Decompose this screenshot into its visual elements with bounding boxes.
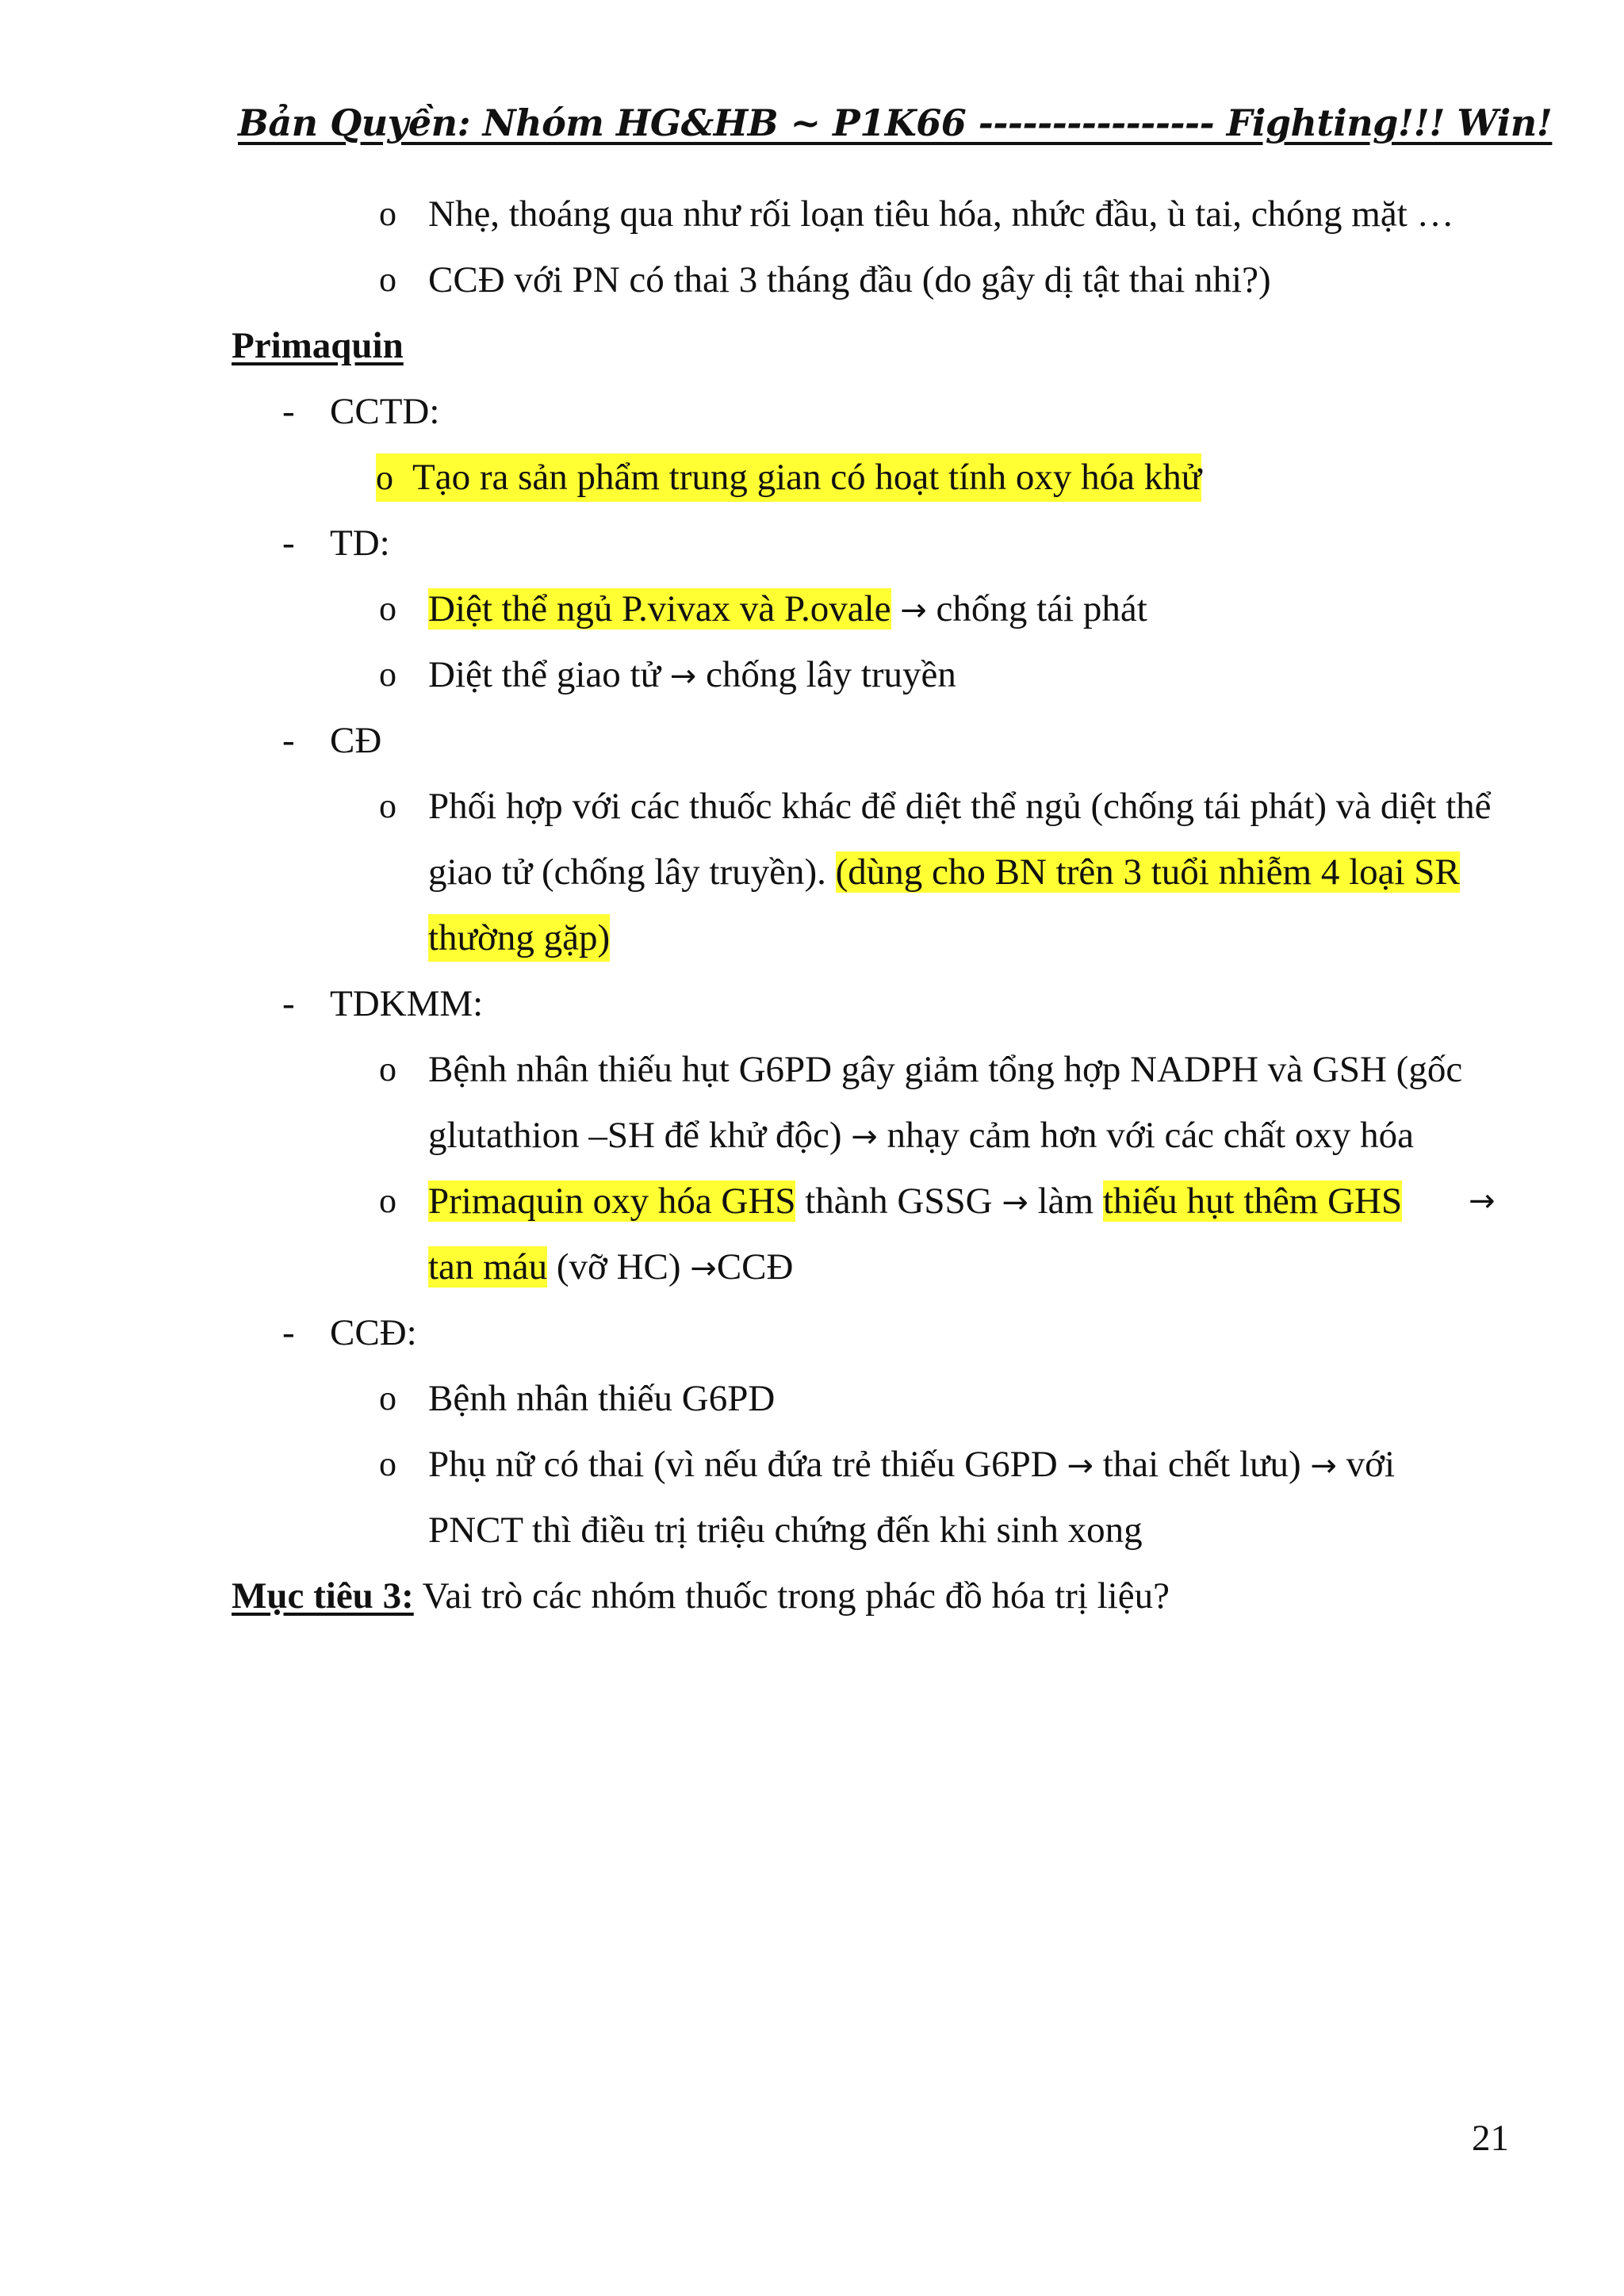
arrow-icon: → (1002, 1184, 1028, 1221)
objective-3 (232, 1572, 1170, 1620)
bullet-oxidation-cont: tan máu (vỡ HC) →CCĐ (428, 1246, 794, 1288)
dash-marker: - (282, 720, 295, 761)
arrow-icon: → (1469, 1183, 1496, 1219)
bullet-marker: o (379, 1050, 396, 1089)
dash-marker: - (282, 391, 295, 432)
bullet-g6pd-deficiency: Bệnh nhân thiếu hụt G6PD gây giảm tổng hợp NADPH và GSH (gốc (428, 1049, 1463, 1090)
bullet-combination-cont2: thường gặp) (428, 914, 610, 962)
objective-3-text: Vai trò các nhóm thuốc trong phác đồ hóa trị liệu? (413, 1575, 1170, 1617)
dash-marker: - (282, 983, 295, 1024)
bullet-side-effects: Nhẹ, thoáng qua như rối loạn tiêu hóa, nhức đầu, ù tai, chóng mặt … (428, 193, 1454, 235)
page-number: 21 (1472, 2118, 1509, 2159)
bullet-contraindication-pregnancy: CCĐ với PN có thai 3 tháng đầu (do gây dị tật thai nhi?) (428, 259, 1271, 300)
arrow-icon: → (669, 658, 697, 695)
objective-3-label: Mục tiêu 3: (232, 1575, 414, 1617)
bullet-marker: o (379, 655, 396, 694)
bullet-g6pd-patients: Bệnh nhân thiếu G6PD (428, 1378, 776, 1419)
bullet-marker: o (379, 1181, 396, 1220)
bullet-marker: o (379, 260, 396, 299)
bullet-kill-dormant: Diệt thể ngủ P.vivax và P.ovale → chống tái phát (428, 588, 1147, 629)
bullet-marker: o (379, 786, 396, 825)
bullet-marker: o (379, 1445, 396, 1483)
bullet-marker: o (379, 194, 396, 233)
bullet-kill-gametocyte: Diệt thể giao tử → chống lây truyền (428, 654, 956, 695)
dash-marker: - (282, 522, 295, 564)
arrow-icon: → (690, 1250, 717, 1287)
bullet-combination: Phối hợp với các thuốc khác để diệt thể ngủ (chống tái phát) và diệt thể (428, 786, 1492, 827)
bullet-oxidation: Primaquin oxy hóa GHS thành GSSG → làm thiếu hụt thêm GHS (428, 1181, 1403, 1222)
bullet-marker: o (376, 458, 393, 497)
item-tdkmm: TDKMM: (330, 983, 484, 1024)
item-td: TD: (330, 522, 390, 564)
arrow-icon: → (851, 1119, 878, 1155)
section-heading-primaquin: Primaquin (232, 325, 404, 366)
arrow-icon: → (1067, 1448, 1094, 1484)
bullet-marker: o (379, 589, 396, 628)
item-cd: CĐ (330, 720, 382, 761)
arrow-icon: → (1310, 1448, 1337, 1484)
arrow-icon: → (900, 592, 927, 629)
item-ccd: CCĐ: (330, 1312, 417, 1353)
dash-marker: - (282, 1312, 295, 1353)
bullet-combination-cont: giao tử (chống lây truyền). (dùng cho BN trên 3 tuổi nhiễm 4 loại SR (428, 851, 1460, 893)
bullet-mechanism-text: Tạo ra sản phẩm trung gian có hoạt tính oxy hóa khử (412, 457, 1202, 498)
item-cctd: CCTD: (330, 391, 440, 432)
bullet-pregnant-women: Phụ nữ có thai (vì nếu đứa trẻ thiếu G6PD → thai chết lưu) → với (428, 1444, 1396, 1485)
page-header: Bản Quyền: Nhóm HG&HB ~ P1K66 ---------------- Fighting!!! Win! (238, 101, 1553, 144)
bullet-g6pd-deficiency-cont: glutathion –SH để khử độc) → nhạy cảm hơn với các chất oxy hóa (428, 1115, 1414, 1156)
bullet-marker: o (379, 1379, 396, 1418)
bullet-pregnant-women-cont: PNCT thì điều trị triệu chứng đến khi sinh xong (428, 1510, 1143, 1551)
bullet-mechanism (376, 453, 1201, 502)
